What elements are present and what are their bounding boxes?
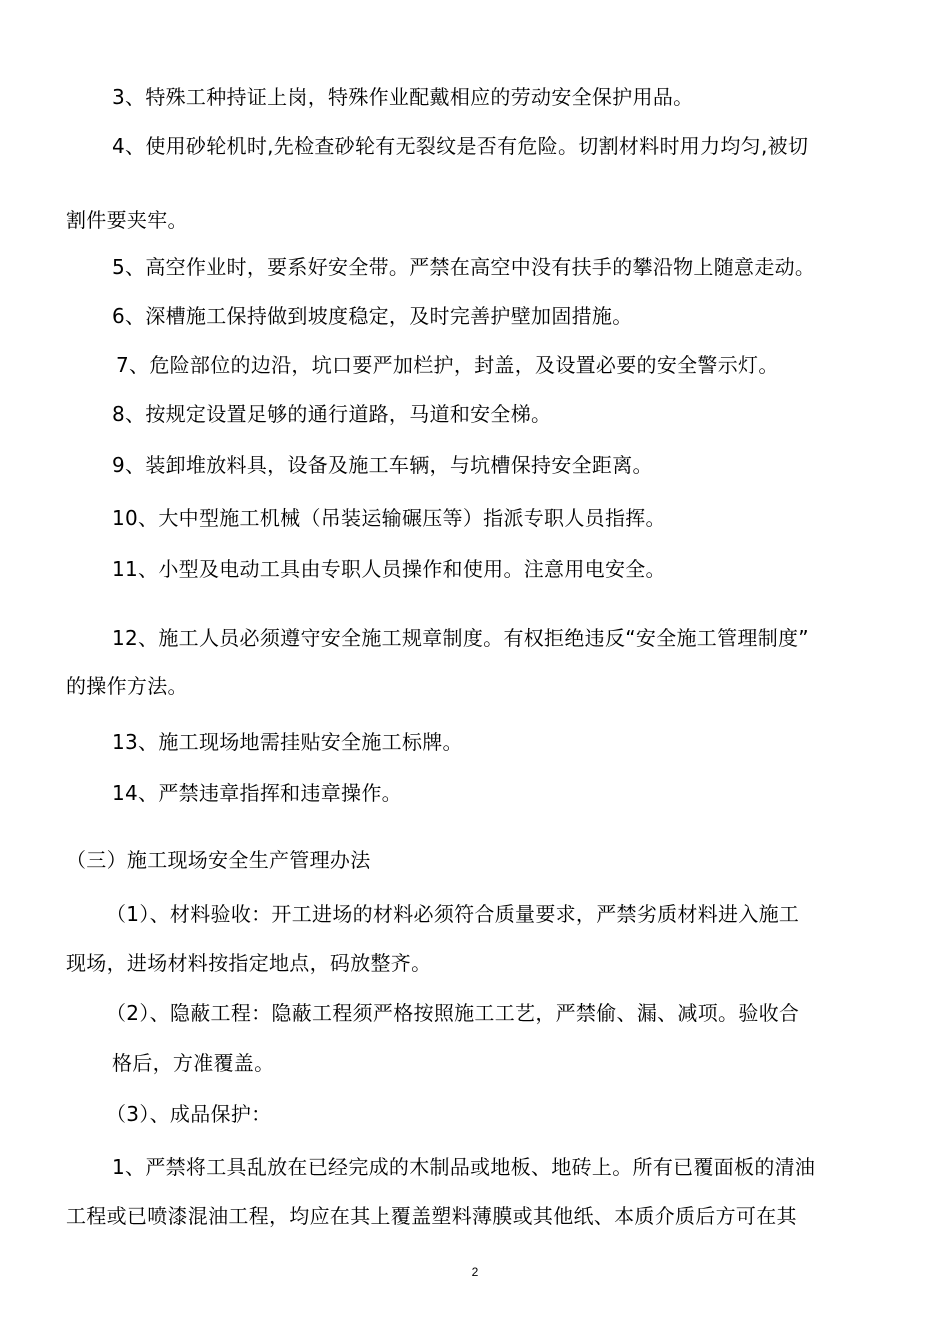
paragraph-line: 3、特殊工种持证上岗，特殊作业配戴相应的劳动安全保护用品。 [112,85,694,109]
paragraph-line: 5、高空作业时，要系好安全带。严禁在高空中没有扶手的攀沿物上随意走动。 [112,255,816,279]
section-heading: （三）施工现场安全生产管理办法 [66,848,371,872]
paragraph-line: 10、大中型施工机械（吊装运输碾压等）指派专职人员指挥。 [112,506,666,530]
paragraph-line: 割件要夹牢。 [66,208,188,232]
paragraph-line: 工程或已喷漆混油工程，均应在其上覆盖塑料薄膜或其他纸、本质介质后方可在其 [66,1204,797,1228]
paragraph-line: 现场，进场材料按指定地点，码放整齐。 [66,951,432,975]
paragraph-line: （1）、材料验收：开工进场的材料必须符合质量要求，严禁劣质材料进入施工 [106,902,800,926]
paragraph-line: 7、危险部位的边沿，坑口要严加栏护，封盖，及设置必要的安全警示灯。 [116,353,779,377]
paragraph-line: 8、按规定设置足够的通行道路，马道和安全梯。 [112,402,552,426]
paragraph-line: 格后，方准覆盖。 [112,1051,275,1075]
page-number: 2 [471,1265,479,1279]
paragraph-line: 9、装卸堆放料具，设备及施工车辆，与坑槽保持安全距离。 [112,453,653,477]
paragraph-line: 11、小型及电动工具由专职人员操作和使用。注意用电安全。 [112,557,666,581]
paragraph-line: 13、施工现场地需挂贴安全施工标牌。 [112,730,463,754]
paragraph-line: 的操作方法。 [66,674,188,698]
paragraph-line: 1、严禁将工具乱放在已经完成的木制品或地板、地砖上。所有已覆面板的清油 [112,1155,816,1179]
paragraph-line: 4、使用砂轮机时,先检查砂轮有无裂纹是否有危险。切割材料时用力均匀,被切 [112,134,809,158]
paragraph-line: 6、深槽施工保持做到坡度稳定，及时完善护壁加固措施。 [112,304,633,328]
paragraph-line: 12、施工人员必须遵守安全施工规章制度。有权拒绝违反“安全施工管理制度” [112,626,809,650]
paragraph-line: （3）、成品保护： [106,1102,272,1126]
paragraph-line: （2）、隐蔽工程：隐蔽工程须严格按照施工工艺，严禁偷、漏、减项。验收合 [106,1001,800,1025]
paragraph-line: 14、严禁违章指挥和违章操作。 [112,781,402,805]
